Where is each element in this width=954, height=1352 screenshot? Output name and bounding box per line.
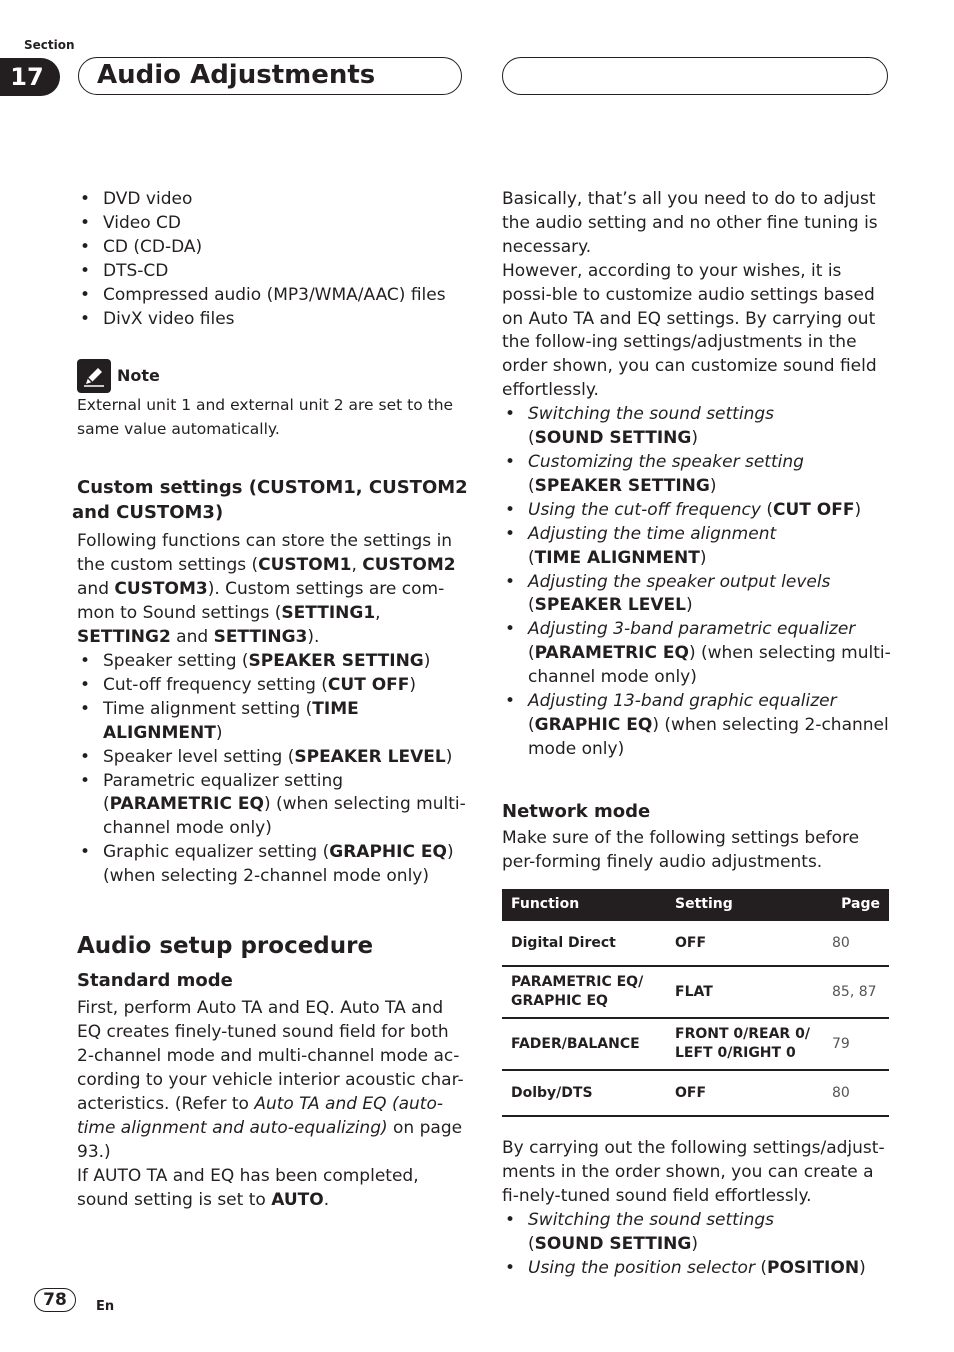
custom-settings-paragraph: Following functions can store the settings in the custom settings (CUSTOM1, CUSTOM2 and CUSTOM3). Custom settings are com-mon to Sound settings (SETTING1, SETTING2 and SETTING3).: [77, 531, 456, 648]
list-item: • Adjusting the time alignment (TIME ALIGNMENT): [502, 523, 892, 571]
list-item: • Adjusting 3-band parametric equalizer (PARAMETRIC EQ) (when selecting multi-channel mode only): [502, 618, 892, 690]
table-cell: 85, 87: [823, 966, 889, 1018]
network-mode-heading: Network mode: [502, 800, 651, 822]
format-list: [77, 188, 469, 331]
custom-settings-heading: Custom settings (CUSTOM1, CUSTOM2 and CUSTOM3): [72, 477, 468, 523]
right-column: [502, 188, 892, 1281]
section-label: Section: [24, 38, 75, 52]
list-item: • Using the position selector (POSITION): [502, 1257, 892, 1281]
network-steps-list: [502, 1209, 892, 1281]
table-cell: 79: [823, 1018, 889, 1070]
table-row: [502, 966, 889, 1018]
page-title: Audio Adjustments: [97, 60, 376, 90]
list-item: • CD (CD-DA): [77, 236, 469, 260]
network-mode-paragraph: Make sure of the following settings before per-forming finely audio adjustments.: [502, 828, 860, 873]
customize-steps-list: [502, 403, 892, 762]
list-item: • DTS-CD: [77, 260, 469, 284]
table-cell: Dolby/DTS: [502, 1070, 666, 1116]
list-item: • Switching the sound settings (SOUND SETTING): [502, 403, 892, 451]
note-text: External unit 1 and external unit 2 are set to the same value automatically.: [77, 396, 454, 439]
list-item: • Using the cut-off frequency (CUT OFF): [502, 499, 892, 523]
list-item: • Time alignment setting (TIME ALIGNMENT): [77, 698, 469, 746]
list-item: • DivX video files: [77, 308, 469, 332]
list-item: • Speaker setting (SPEAKER SETTING): [77, 650, 469, 674]
table-cell: 80: [823, 1070, 889, 1116]
list-item: • Cut-off frequency setting (CUT OFF): [77, 674, 469, 698]
left-column: [72, 188, 469, 1213]
settings-table: [502, 889, 889, 1117]
list-item: • Video CD: [77, 212, 469, 236]
note-title: Note: [117, 366, 160, 386]
table-row: [502, 1018, 889, 1070]
list-item: • Adjusting 13-band graphic equalizer (GRAPHIC EQ) (when selecting 2-channel mode only): [502, 690, 892, 762]
list-item: • Adjusting the speaker output levels (SPEAKER LEVEL): [502, 571, 892, 619]
table-header-row: [502, 889, 889, 921]
list-item: • Graphic equalizer setting (GRAPHIC EQ) (when selecting 2-channel mode only): [77, 841, 469, 889]
table-header: Function: [502, 889, 666, 921]
pencil-icon: [77, 359, 111, 393]
list-item: • Parametric equalizer setting (PARAMETRIC EQ) (when selecting multi-channel mode only): [77, 770, 469, 842]
audio-setup-heading: Audio setup procedure: [77, 933, 374, 960]
title-frame-empty: [502, 57, 888, 95]
table-cell: FLAT: [666, 966, 823, 1018]
list-item: • DVD video: [77, 188, 469, 212]
table-header: Setting: [666, 889, 823, 921]
list-item: • Customizing the speaker setting (SPEAKER SETTING): [502, 451, 892, 499]
table-cell: 80: [823, 921, 889, 966]
standard-mode-heading: Standard mode: [77, 969, 233, 991]
outro-paragraph: By carrying out the following settings/adjust-ments in the order shown, you can create a fi-nely-tuned sound field effortlessly.: [502, 1138, 885, 1206]
table-cell: Digital Direct: [502, 921, 666, 966]
language-code: En: [96, 1299, 115, 1314]
table-header: Page: [823, 889, 889, 921]
table-cell: OFF: [666, 921, 823, 966]
table-cell: FADER/BALANCE: [502, 1018, 666, 1070]
list-item: • Compressed audio (MP3/WMA/AAC) files: [77, 284, 469, 308]
table-row: [502, 921, 889, 966]
section-number: 17: [0, 58, 60, 96]
auto-ta-paragraph: If AUTO TA and EQ has been completed, sound setting is set to AUTO.: [77, 1165, 419, 1210]
list-item: • Speaker level setting (SPEAKER LEVEL): [77, 746, 469, 770]
list-item: • Switching the sound settings (SOUND SETTING): [502, 1209, 892, 1257]
intro-paragraph-1: Basically, that’s all you need to do to adjust the audio setting and no other fine tuning is necessary.: [502, 189, 878, 257]
table-cell: FRONT 0/REAR 0/ LEFT 0/RIGHT 0: [666, 1018, 823, 1070]
table-cell: OFF: [666, 1070, 823, 1116]
page-number: 78: [34, 1288, 76, 1312]
intro-paragraph-2: However, according to your wishes, it is possi-ble to customize audio settings based on Auto TA and EQ settings. By carrying out the follow-ing settings/adjustments in the order shown, you can customize sound field effortlessly.: [502, 260, 877, 401]
table-cell: PARAMETRIC EQ/ GRAPHIC EQ: [502, 966, 666, 1018]
standard-mode-paragraph: First, perform Auto TA and EQ. Auto TA and EQ creates finely-tuned sound field for both 2-channel mode and multi-channel mode ac-cording to your vehicle interior acoustic char-acteristics. (Refer to Auto TA and EQ (auto-time alignment and auto-equalizing) on page 93.): [77, 998, 464, 1162]
note-header: [77, 359, 469, 393]
custom-settings-list: [77, 650, 469, 889]
table-row: [502, 1070, 889, 1116]
